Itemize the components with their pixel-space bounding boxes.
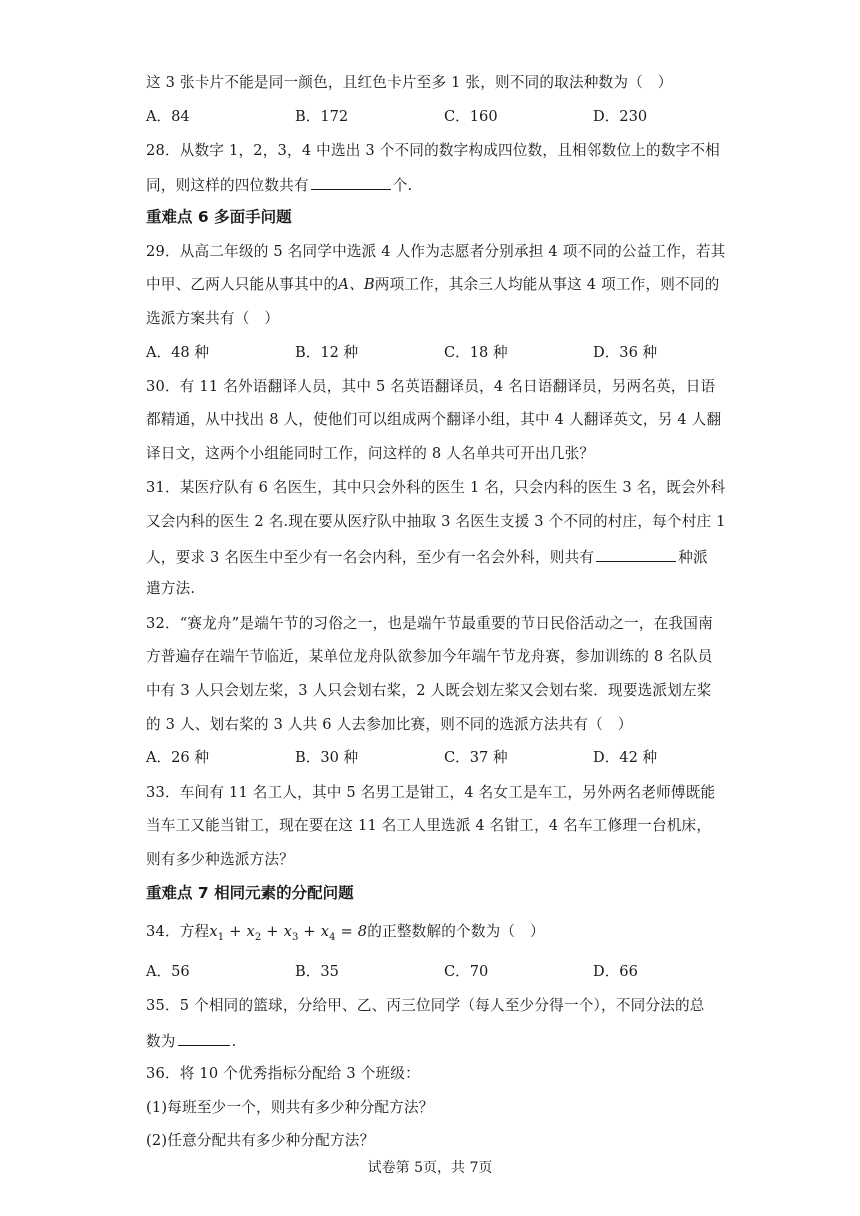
q31-text-line-4: 遣方法. <box>146 580 196 597</box>
q34-suffix: 的正整数解的个数为（ ） <box>367 923 545 940</box>
q36-text-line-1: 36．将 10 个优秀指标分配给 3 个班级： <box>146 1065 420 1082</box>
q34-text-line-1 <box>146 922 545 948</box>
q28-answer-blank <box>311 174 391 190</box>
q33-text-line-1: 33．车间有 11 名工人，其中 5 名男工是钳工，4 名女工是车工，另外两名老师傅既能 <box>146 784 716 801</box>
q27-option-c: C．160 <box>444 108 498 125</box>
q35-text-before-blank: 数为 <box>146 1033 176 1050</box>
q29-option-d: D．36 种 <box>593 344 658 361</box>
q30-text-line-2: 都精通，从中找出 8 人，使他们可以组成两个翻译小组，其中 4 人翻译英文，另 4 人翻 <box>146 411 722 428</box>
q27-text-line-1: 这 3 张卡片不能是同一颜色，且红色卡片至多 1 张，则不同的取法种数为（ ） <box>146 74 673 91</box>
q30-text-line-1: 30．有 11 名外语翻译人员，其中 5 名英语翻译员，4 名日语翻译员，另两名英，日语 <box>146 378 716 395</box>
q27-option-d: D．230 <box>593 108 648 125</box>
q31-text-line-2: 又会内科的医生 2 名.现在要从医疗队中抽取 3 名医生支援 3 个不同的村庄，每个村庄 1 <box>146 513 726 530</box>
q34-option-b: B．35 <box>295 963 339 980</box>
q29-text-after-math: 两项工作，其余三人均能从事这 4 项工作，则不同的 <box>374 276 720 293</box>
q28-text-line-2 <box>146 174 412 196</box>
q32-text-line-4: 的 3 人、划右桨的 3 人共 6 人去参加比赛，则不同的选派方法共有（ ） <box>146 716 633 733</box>
q33-text-line-3: 则有多少种选派方法？ <box>146 851 294 868</box>
q30-text-line-3: 译日文，这两个小组能同时工作，问这样的 8 人名单共可开出几张？ <box>146 445 595 462</box>
q32-text-line-1: 32．“赛龙舟”是端午节的习俗之一，也是端午节最重要的节日民俗活动之一，在我国南 <box>146 615 713 632</box>
q32-option-b: B．30 种 <box>295 749 359 766</box>
q29-option-c: C．18 种 <box>444 344 508 361</box>
page-footer: 试卷第 5页，共 7页 <box>367 1160 493 1176</box>
q35-text-line-1: 35．5 个相同的篮球，分给甲、乙、丙三位同学（每人至少分得一个），不同分法的总 <box>146 997 705 1014</box>
q28-text-line-1: 28．从数字 1，2，3，4 中选出 3 个不同的数字构成四位数，且相邻数位上的数字不相 <box>146 142 720 159</box>
q32-text-line-2: 方普遍存在端午节临近，某单位龙舟队欲参加今年端午节龙舟赛，参加训练的 8 名队员 <box>146 648 713 665</box>
q29-text-line-2 <box>146 275 719 295</box>
q34-option-a: A．56 <box>146 963 190 980</box>
q33-text-line-2: 当车工又能当钳工，现在要在这 11 名工人里选派 4 名钳工，4 名车工修理一台机床， <box>146 817 712 834</box>
q32-option-d: D．42 种 <box>593 749 658 766</box>
q28-text-before-blank: 同，则这样的四位数共有 <box>146 177 309 194</box>
q35-answer-blank <box>178 1030 230 1046</box>
q29-option-a: A．48 种 <box>146 344 209 361</box>
q34-option-c: C．70 <box>444 963 489 980</box>
section-6-heading: 重难点 6 多面手问题 <box>146 208 292 226</box>
q35-text-line-2 <box>146 1030 236 1052</box>
q28-text-after-blank: 个. <box>392 177 413 194</box>
q35-text-after-blank: . <box>231 1033 237 1050</box>
q34-equation: $x_1 + x_2 + x_3 + x_4 = 8$ <box>209 923 368 943</box>
q32-option-c: C．37 种 <box>444 749 508 766</box>
q36-text-line-3: (2)任意分配共有多少种分配方法？ <box>146 1132 375 1149</box>
section-7-heading: 重难点 7 相同元素的分配问题 <box>146 884 354 902</box>
q31-answer-blank <box>596 546 676 562</box>
q29-text-line-3: 选派方案共有（ ） <box>146 310 280 327</box>
q27-option-a: A．84 <box>146 108 190 125</box>
q36-text-line-2: (1)每班至少一个，则共有多少种分配方法？ <box>146 1099 434 1116</box>
q31-text-before-blank: 人，要求 3 名医生中至少有一名会内科，至少有一名会外科，则共有 <box>146 549 595 566</box>
q31-text-line-3 <box>146 546 708 568</box>
q27-option-b: B．172 <box>295 108 349 125</box>
q32-option-a: A．26 种 <box>146 749 209 766</box>
q29-text-before-math: 中甲、乙两人只能从事其中的 <box>146 276 339 293</box>
q34-prefix: 34．方程 <box>146 923 210 940</box>
q29-option-b: B．12 种 <box>295 344 359 361</box>
q34-option-d: D．66 <box>593 963 638 980</box>
q29-text-line-1: 29．从高二年级的 5 名同学中选派 4 人作为志愿者分别承担 4 项不同的公益工作，若其 <box>146 243 726 260</box>
q31-text-line-1: 31．某医疗队有 6 名医生，其中只会外科的医生 1 名，只会内科的医生 3 名，既会外科 <box>146 479 726 496</box>
q29-math-ab: A、B <box>338 276 375 293</box>
q32-text-line-3: 中有 3 人只会划左桨，3 人只会划右桨，2 人既会划左桨又会划右桨．现要选派划左桨 <box>146 682 712 699</box>
q31-text-after-blank: 种派 <box>678 549 708 566</box>
